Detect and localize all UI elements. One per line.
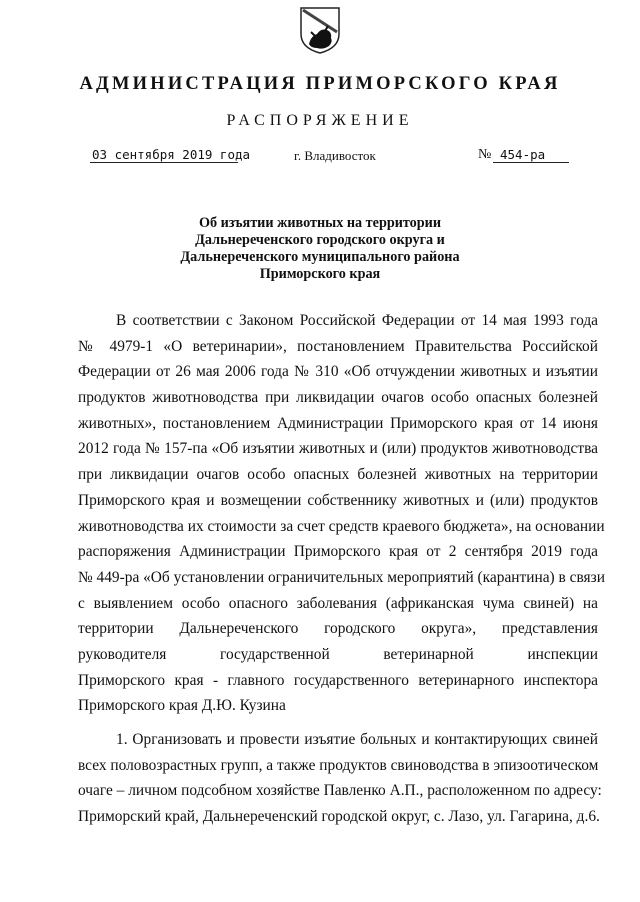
title-line: Дальнереченского муниципального района (180, 249, 460, 265)
text-line: 1. Организовать и провести изъятие больных и контактирующих свиней (116, 731, 598, 748)
document-number: 454-ра (500, 147, 546, 162)
text-line: продуктов животноводства при ликвидации очагов особо опасных болезней (78, 389, 598, 407)
text-line: Федерации от 26 мая 2006 года № 310 «Об отчуждении животных и изъятии (78, 363, 598, 381)
document-body (78, 308, 605, 830)
document-city: г. Владивосток (294, 148, 376, 163)
text-line: В соответствии с Законом Российской Федерации от 14 мая 1993 года (116, 312, 598, 329)
text-line: очаге – личном подсобном хозяйстве Павленко А.П., расположенном по адресу: (78, 782, 602, 800)
document-type: РАСПОРЯЖЕНИЕ (226, 112, 414, 129)
text-line: Приморского края - главного государственного ветеринарного инспектора (78, 671, 598, 689)
text-line: распоряжения Администрации Приморского края от 2 сентября 2019 года (78, 543, 598, 561)
text-line: Приморского края Д.Ю. Кузина (78, 697, 286, 715)
coat-of-arms-icon (299, 6, 341, 54)
text-line: с выявлением особо опасного заболевания (африканская чума свиней) на (78, 594, 598, 612)
item-1-paragraph (78, 727, 602, 830)
text-line: руководителя государственной ветеринарной инспекции (78, 645, 598, 663)
text-line: при ликвидации очагов особо опасных болезней животных на территории (78, 466, 598, 484)
text-line: животноводства их стоимости за счет средств краевого бюджета», на основании (78, 517, 605, 535)
preamble-paragraph (78, 308, 605, 719)
title-line: Об изъятии животных на территории (198, 215, 442, 231)
document-date: 03 сентября 2019 года (92, 147, 251, 162)
text-line: № 4979-1 «О ветеринарии», постановлением Правительства Российской (78, 337, 598, 355)
text-line: № 449-ра «Об установлении ограничительных мероприятий (карантина) в связи (78, 568, 605, 586)
text-line: Приморского края и возмещении собственнику животных и (или) продуктов (78, 491, 598, 509)
text-line: 2012 года № 157-па «Об изъятии животных и (или) продуктов животноводства (78, 440, 598, 458)
number-underline (493, 162, 569, 163)
text-line: животных», постановлением Администрации Приморского края от 14 июня (78, 414, 598, 432)
document-title (0, 215, 640, 283)
text-line: Приморский край, Дальнереченский городской округ, с. Лазо, ул. Гагарина, д.6. (78, 808, 600, 826)
text-line: территории Дальнереченского городского округа», представления (78, 620, 598, 638)
organization-title: АДМИНИСТРАЦИЯ ПРИМОРСКОГО КРАЯ (79, 74, 561, 94)
text-line: всех половозрастных групп, а также продуктов свиноводства в эпизоотическом (78, 756, 599, 774)
title-line: Дальнереченского городского округа и (195, 232, 445, 248)
number-label: № (478, 147, 492, 162)
title-line: Приморского края (259, 266, 381, 282)
date-underline (90, 162, 238, 163)
